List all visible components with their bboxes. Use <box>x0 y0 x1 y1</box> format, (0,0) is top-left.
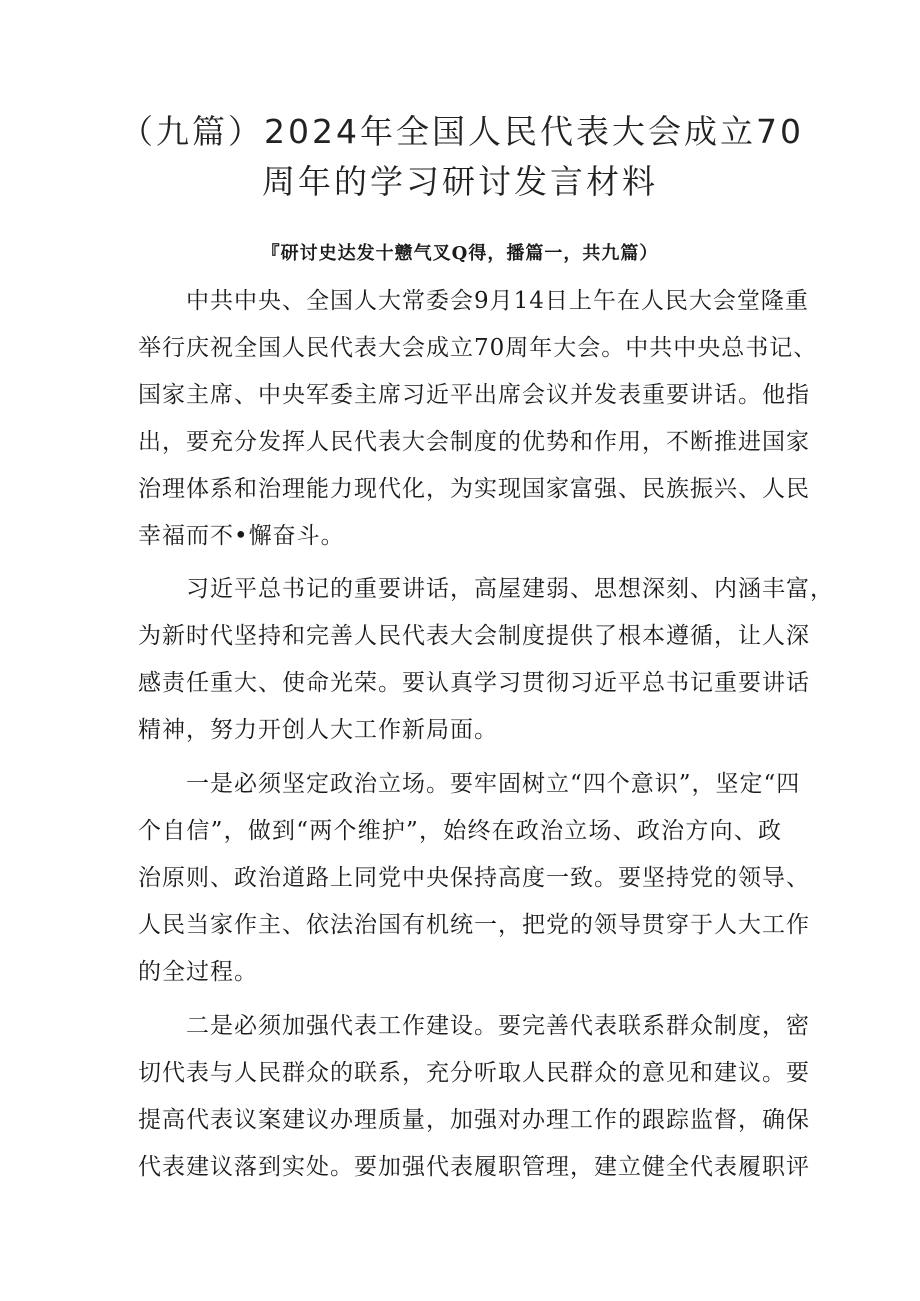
document-subtitle: 『研讨史达发十戆气叉Q得，播篇一，共九篇） <box>261 243 659 264</box>
paragraph-line: 幸福而不•懈奋斗。 <box>138 523 345 549</box>
paragraph-line: 感责任重大、使命光荣。要认真学习贯彻习近平总书记重要讲话 <box>138 670 810 696</box>
paragraph-line: 中共中央、全国人大常委会9月14日上午在人民大会堂隆重 <box>186 288 809 314</box>
document-title-line-1: （九篇）2024年全国人民代表大会成立70 <box>120 112 804 151</box>
paragraph-line: 一是必须坚定政治立场。要牢固树立“四个意识”，坚定“四 <box>186 771 801 797</box>
paragraph-line: 治原则、政治道路上同党中央保持高度一致。要坚持党的领导、 <box>138 865 810 891</box>
paragraph-line: 个自信”，做到“两个维护”，始终在政治立场、政治方向、政 <box>138 818 782 844</box>
paragraph-line: 习近平总书记的重要讲话，高屋建弱、思想深刻、内涵丰富， <box>186 576 834 602</box>
paragraph-line: 举行庆祝全国人民代表大会成立70周年大会。中共中央总书记、 <box>138 335 818 361</box>
paragraph-line: 国家主席、中央军委主席习近平出席会议并发表重要讲话。他指 <box>138 382 810 408</box>
paragraph-line: 为新时代坚持和完善人民代表大会制度提供了根本遵循，让人深 <box>138 623 810 649</box>
paragraph-line: 二是必须加强代表工作建设。要完善代表联系群众制度，密 <box>186 1013 810 1039</box>
paragraph-line: 精神，努力开创人大工作新局面。 <box>138 717 498 743</box>
paragraph-line: 切代表与人民群众的联系，充分听取人民群众的意见和建议。要 <box>138 1060 810 1086</box>
paragraph-line: 提高代表议案建议办理质量，加强对办理工作的跟踪监督，确保 <box>138 1107 810 1133</box>
paragraph-line: 出，要充分发挥人民代表大会制度的优势和作用，不断推进国家 <box>138 429 810 455</box>
paragraph-line: 代表建议落到实处。要加强代表履职管理，建立健全代表履职评 <box>138 1154 810 1180</box>
paragraph-line: 人民当家作主、依法治国有机统一，把党的领导贯穿于人大工作 <box>138 912 810 938</box>
paragraph-line: 治理体系和治理能力现代化，为实现国家富强、民族振兴、人民 <box>138 476 810 502</box>
document-title-line-2: 周年的学习研讨发言材料 <box>262 162 658 201</box>
paragraph-line: 的全过程。 <box>138 959 258 985</box>
